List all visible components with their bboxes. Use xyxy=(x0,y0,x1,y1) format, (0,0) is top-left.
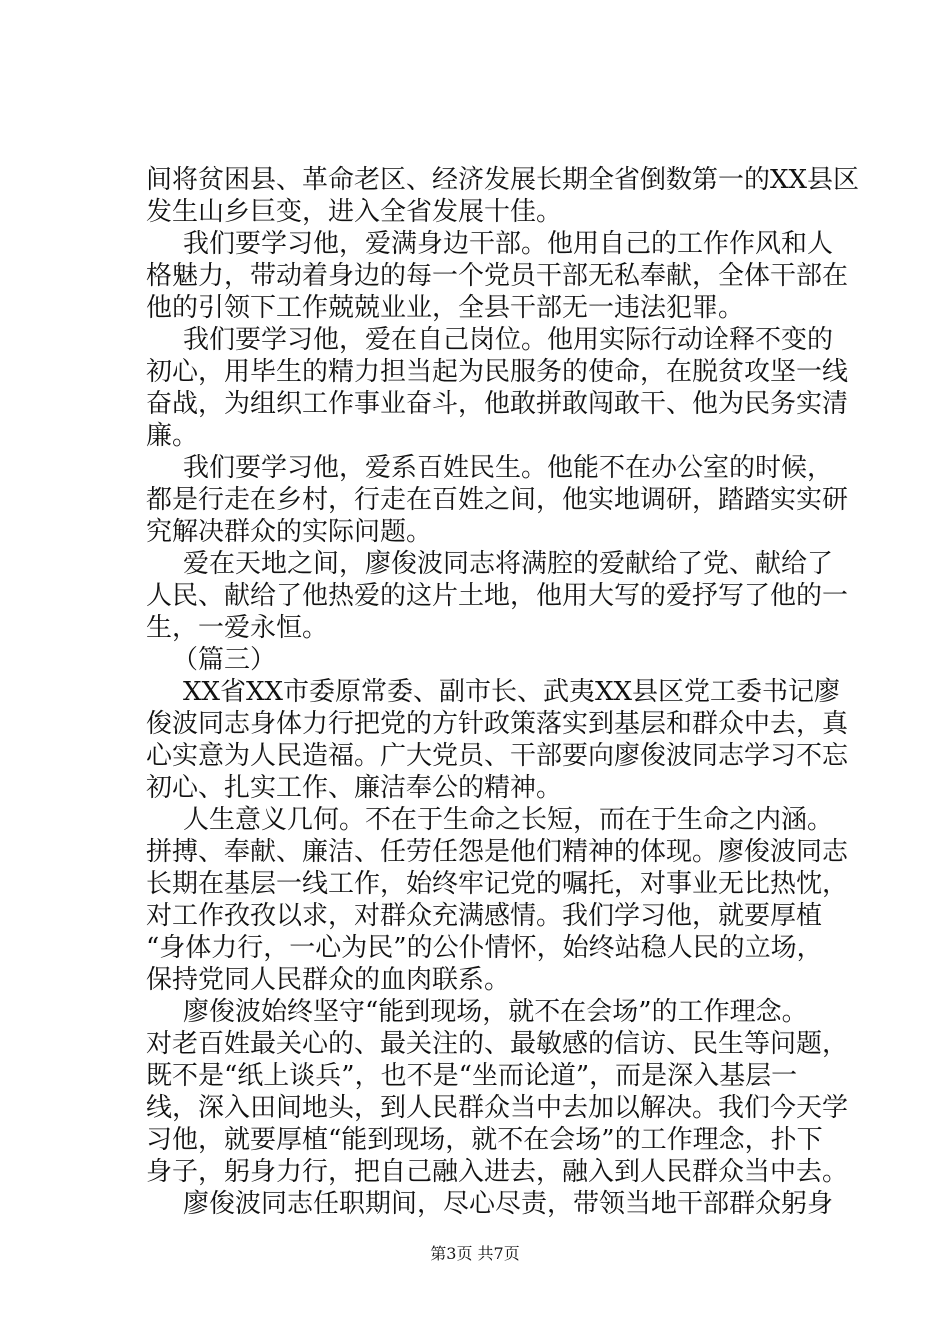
text-line: 究解决群众的实际问题。 xyxy=(146,517,433,547)
text-line: “身体力行，一心为民”的公仆情怀，始终站稳人民的立场， xyxy=(146,933,823,963)
text-line: 人民、献给了他热爱的这片土地，他用大写的爱抒写了他的一 xyxy=(146,581,849,611)
text-line: 奋战，为组织工作事业奋斗，他敢拼敢闯敢干、他为民务实清 xyxy=(146,389,849,419)
paragraph-start-line: 我们要学习他，爱满身边干部。他用自己的工作作风和人 xyxy=(183,229,834,259)
text-line: 对工作孜孜以求，对群众充满感情。我们学习他，就要厚植 xyxy=(146,901,823,931)
paragraph-start-line: 我们要学习他，爱系百姓民生。他能不在办公室的时候， xyxy=(183,453,834,483)
paragraph-start-line: 人生意义几何。不在于生命之长短，而在于生命之内涵。 xyxy=(183,805,834,835)
paragraph-start-line: 廖俊波同志任职期间，尽心尽责，带领当地干部群众躬身 xyxy=(183,1189,834,1219)
text-line: 间将贫困县、革命老区、经济发展长期全省倒数第一的XX县区 xyxy=(146,165,860,195)
text-line: 都是行走在乡村，行走在百姓之间，他实地调研，踏踏实实研 xyxy=(146,485,849,515)
text-line: 廉。 xyxy=(146,421,199,451)
section-heading: （篇三） xyxy=(172,645,277,675)
paragraph-start-line: 爱在天地之间，廖俊波同志将满腔的爱献给了党、献给了 xyxy=(183,549,834,579)
paragraph-start-line: 廖俊波始终坚守“能到现场，就不在会场”的工作理念。 xyxy=(183,997,808,1027)
text-line: 拼搏、奉献、廉洁、任劳任怨是他们精神的体现。廖俊波同志 xyxy=(146,837,849,867)
text-line: 他的引领下工作兢兢业业，全县干部无一违法犯罪。 xyxy=(146,293,745,323)
text-line: 既不是“纸上谈兵”，也不是“坐而论道”，而是深入基层一 xyxy=(146,1061,798,1091)
page-footer xyxy=(0,1244,950,1264)
page-number-label: 第3页 共7页 xyxy=(430,1244,520,1263)
text-line: 长期在基层一线工作，始终牢记党的嘱托，对事业无比热忱， xyxy=(146,869,849,899)
text-line: 俊波同志身体力行把党的方针政策落实到基层和群众中去，真 xyxy=(146,709,849,739)
paragraph-start-line: XX省XX市委原常委、副市长、武夷XX县区党工委书记廖 xyxy=(183,677,841,707)
text-line: 初心、扎实工作、廉洁奉公的精神。 xyxy=(146,773,563,803)
text-line: 保持党同人民群众的血肉联系。 xyxy=(146,965,511,995)
text-line: 发生山乡巨变，进入全省发展十佳。 xyxy=(146,197,563,227)
text-line: 线，深入田间地头，到人民群众当中去加以解决。我们今天学 xyxy=(146,1093,849,1123)
text-line: 心实意为人民造福。广大党员、干部要向廖俊波同志学习不忘 xyxy=(146,741,849,771)
text-line: 对老百姓最关心的、最关注的、最敏感的信访、民生等问题， xyxy=(146,1029,849,1059)
text-line: 生，一爱永恒。 xyxy=(146,613,329,643)
text-line: 身子，躬身力行，把自己融入进去，融入到人民群众当中去。 xyxy=(146,1157,849,1187)
text-line: 初心，用毕生的精力担当起为民服务的使命，在脱贫攻坚一线 xyxy=(146,357,849,387)
text-line: 习他，就要厚植“能到现场，就不在会场”的工作理念，扑下 xyxy=(146,1125,823,1155)
text-line: 格魅力，带动着身边的每一个党员干部无私奉献，全体干部在 xyxy=(146,261,849,291)
paragraph-start-line: 我们要学习他，爱在自己岗位。他用实际行动诠释不变的 xyxy=(183,325,834,355)
document-body xyxy=(146,164,860,1220)
